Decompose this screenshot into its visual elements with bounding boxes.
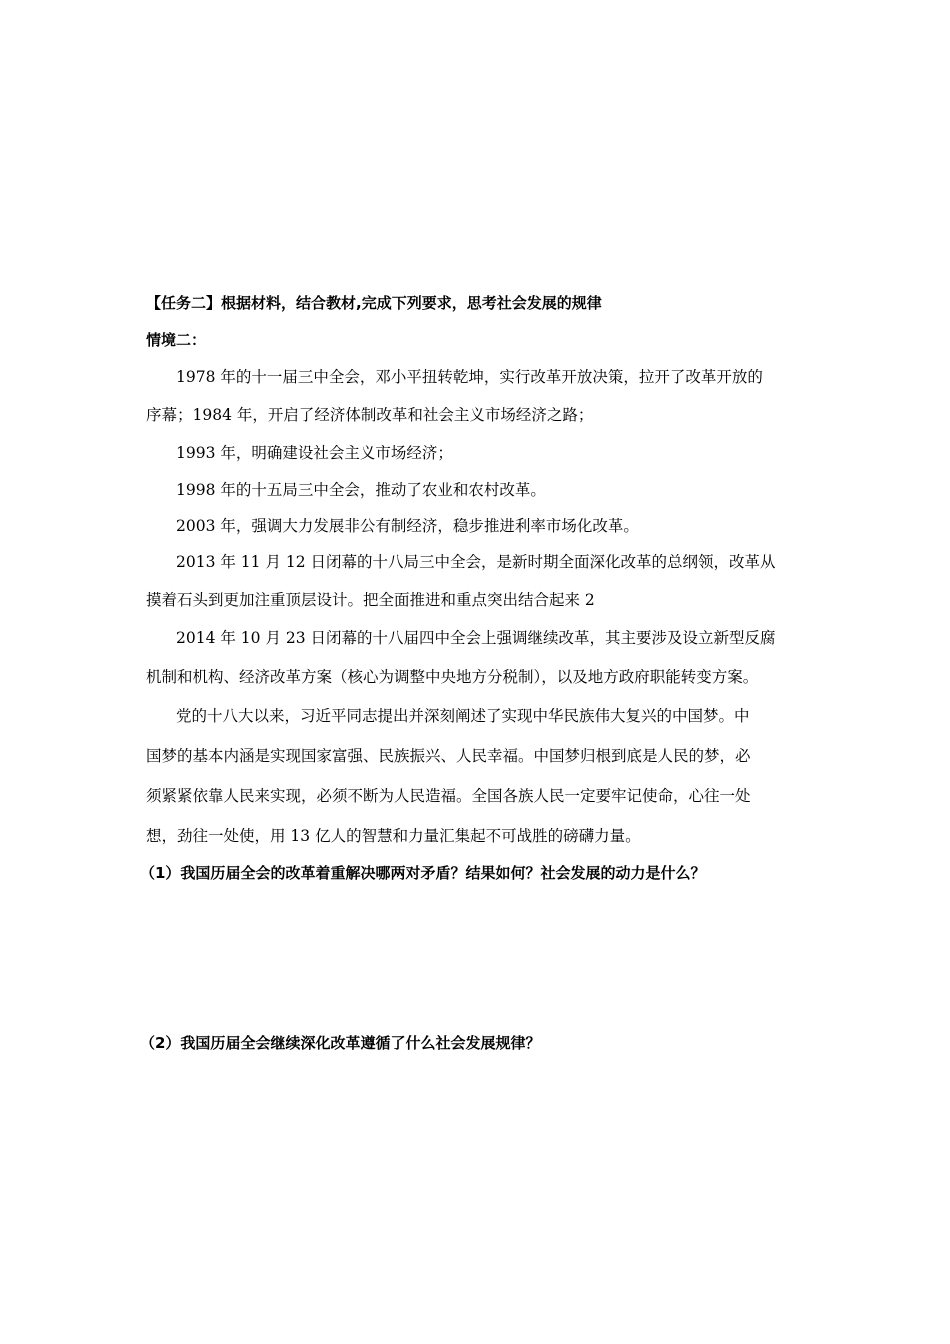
material-paragraph-6-line-1: 2014 年 10 月 23 日闭幕的十八届四中全会上强调继续改革，其主要涉及设立新型反腐 xyxy=(176,629,776,647)
task-heading: 【任务二】根据材料，结合教材,完成下列要求，思考社会发展的规律 xyxy=(146,294,602,312)
scenario-label: 情境二： xyxy=(146,331,207,349)
material-paragraph-7-line-1: 党的十八大以来，习近平同志提出并深刻阐述了实现中华民族伟大复兴的中国梦。中 xyxy=(176,707,750,725)
material-paragraph-1-line-2: 序幕；1984 年，开启了经济体制改革和社会主义市场经济之路； xyxy=(146,406,594,424)
question-1: （1）我国历届全会的改革着重解决哪两对矛盾？结果如何？社会发展的动力是什么？ xyxy=(140,864,706,882)
material-paragraph-7-line-2: 国梦的基本内涵是实现国家富强、民族振兴、人民幸福。中国梦归根到底是人民的梦，必 xyxy=(146,747,751,765)
material-paragraph-6-line-2: 机制和机构、经济改革方案（核心为调整中央地方分税制），以及地方政府职能转变方案。 xyxy=(146,668,759,686)
material-paragraph-3: 1998 年的十五局三中全会，推动了农业和农村改革。 xyxy=(176,481,546,499)
material-paragraph-5-line-2: 摸着石头到更加注重顶层设计。把全面推进和重点突出结合起来 2 xyxy=(146,591,595,609)
question-2: （2）我国历届全会继续深化改革遵循了什么社会发展规律？ xyxy=(140,1034,541,1052)
material-paragraph-7-line-4: 想，劲往一处使，用 13 亿人的智慧和力量汇集起不可战胜的磅礴力量。 xyxy=(146,827,641,845)
material-paragraph-7-line-3: 须紧紧依靠人民来实现，必须不断为人民造福。全国各族人民一定要牢记使命，心往一处 xyxy=(146,787,751,805)
material-paragraph-1-line-1: 1978 年的十一届三中全会，邓小平扭转乾坤，实行改革开放决策，拉开了改革开放的 xyxy=(176,368,763,386)
material-paragraph-4: 2003 年，强调大力发展非公有制经济，稳步推进利率市场化改革。 xyxy=(176,517,639,535)
material-paragraph-5-line-1: 2013 年 11 月 12 日闭幕的十八局三中全会，是新时期全面深化改革的总纲领，改革从 xyxy=(176,553,776,571)
material-paragraph-2: 1993 年，明确建设社会主义市场经济； xyxy=(176,444,453,462)
